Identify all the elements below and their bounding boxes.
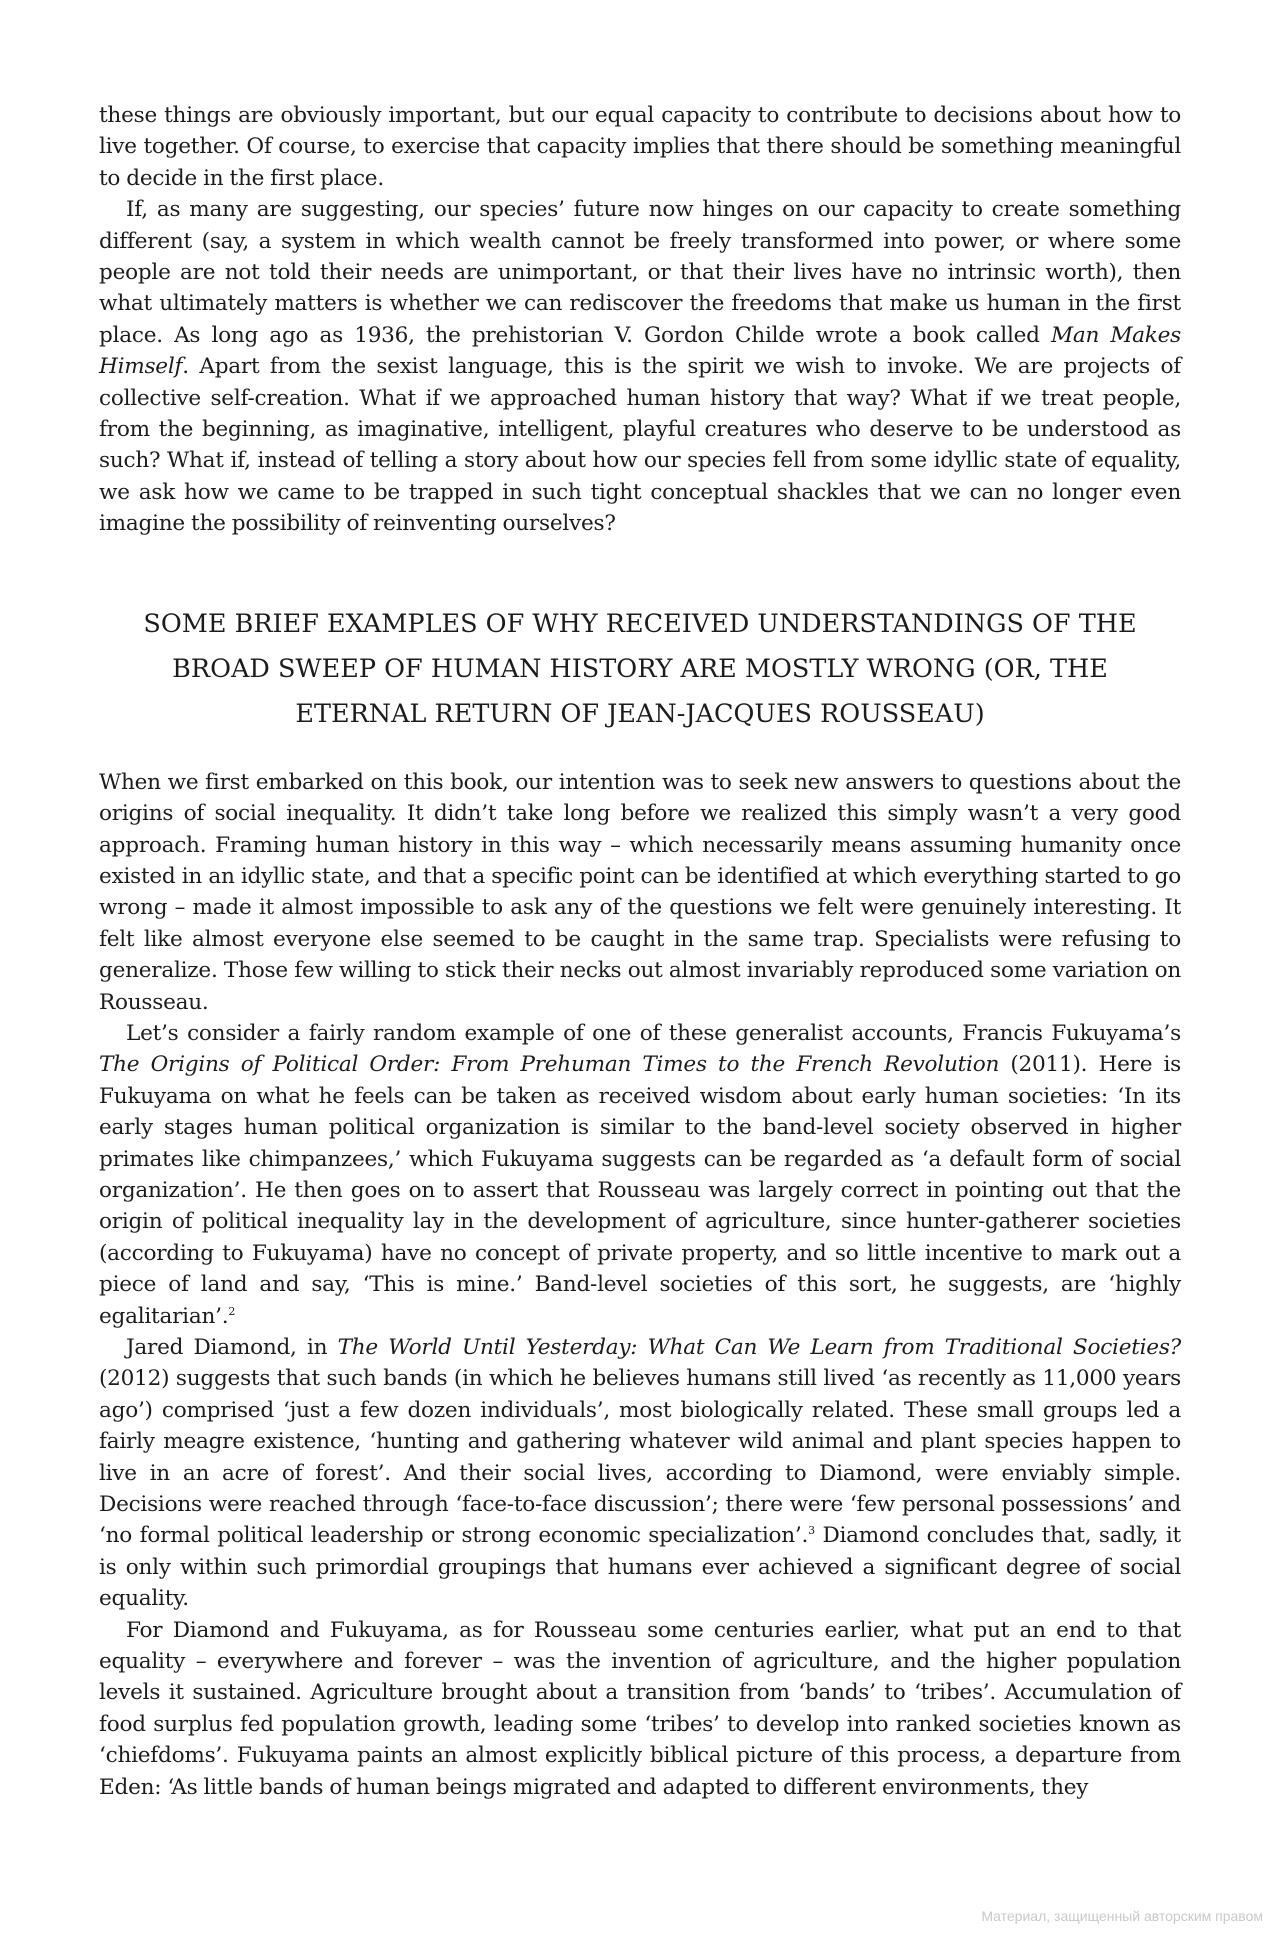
copyright-watermark: Материал, защищенный авторским правом [981,1908,1263,1924]
section-heading-line-1: SOME BRIEF EXAMPLES OF WHY RECEIVED UNDERSTANDINGS OF THE [143,608,1137,639]
paragraph-text: Diamond concludes that, sadly, it is only within such primordial groupings that humans ever achieved a significant degree of social equality. [99,1523,1181,1612]
paragraph-text: . Apart from the sexist language, this is the spirit we wish to invoke. We are projects of collective self-creation. What if we approached human history that way? What if we treat people, from the beginning, as imaginative, intelligent, playful creatures who deserve to be understood as such? What if, instead of telling a story about how our species fell from some idyllic state of equality, we ask how we came to be trapped in such tight conceptual shackles that we can no longer even imagine the possibility of reinventing ourselves? [99,354,1181,537]
paragraph-continued: these things are obviously important, but our equal capacity to contribute to decisions about how to live together. Of course, to exercise that capacity implies that there should be something meaningful to decide in the first place. [99,103,1181,191]
paragraph-text: Jared Diamond, in [126,1335,338,1360]
section-heading-line-3: ETERNAL RETURN OF JEAN-JACQUES ROUSSEAU) [295,698,985,729]
section-heading-line-2: BROAD SWEEP OF HUMAN HISTORY ARE MOSTLY WRONG (OR, THE [172,653,1108,684]
footnote-marker[interactable]: 3 [808,1524,815,1538]
paragraph-text: (2011). Here is Fukuyama on what he feels can be taken as received wisdom about early human societies: ‘In its early stages human political organization is similar to the band-level society observed in higher primates like chimpanzees,’ which Fukuyama suggests can be regarded as ‘a default form of social organization’. He then goes on to assert that Rousseau was largely correct in pointing out that the origin of political inequality lay in the development of agriculture, since hunter-gatherer societies (according to Fukuyama) have no concept of private property, and so little incentive to mark out a piece of land and say, ‘This is mine.’ Band-level societies of this sort, he suggests, are ‘highly egalitarian’. [99,1052,1181,1329]
paragraph-agriculture: For Diamond and Fukuyama, as for Rousseau some centuries earlier, what put an end to that equality – everywhere and forever – was the invention of agriculture, and the higher population levels it sustained. Agriculture brought about a transition from ‘bands’ to ‘tribes’. Accumulation of food surplus fed population growth, leading some ‘tribes’ to develop into ranked societies known as ‘chiefdoms’. Fukuyama paints an almost explicitly biblical picture of this process, a departure from Eden: ‘As little bands of human beings migrated and adapted to different environments, they [99,1617,1181,1800]
book-title: Man Makes Himself [99,322,1182,380]
paragraph-species-future [99,194,1181,539]
book-title: The Origins of Political Order: From Prehuman Times to the French Revolution [99,1052,1000,1078]
paragraph-text: (2012) suggests that such bands (in which he believes humans still lived ‘as recently as 11,000 years ago’) comprised ‘just a few dozen individuals’, most biologically related. These small groups led a fairly meagre existence, ‘hunting and gathering whatever wild animal and plant species happen to live in an acre of forest’. And their social lives, according to Diamond, were enviably simple. Decisions were reached through ‘face-to-face discussion’; there were ‘few personal possessions’ and ‘no formal political leadership or strong economic specialization’. [99,1366,1181,1549]
footnote-marker[interactable]: 2 [228,1304,236,1318]
section-heading [99,602,1181,737]
book-title: The World Until Yesterday: What Can We Learn from Traditional Societies? [337,1335,1181,1360]
book-page-body [99,100,1181,1803]
paragraph-text: If, as many are suggesting, our species’ future now hinges on our capacity to create something different (say, a system in which wealth cannot be freely transformed into power, or where some people are not told their needs are unimportant, or that their lives have no intrinsic worth), then what ultimately matters is whether we can rediscover the freedoms that make us human in the first place. As long ago as 1936, the prehistorian V. Gordon Childe wrote a book called [99,197,1181,348]
paragraph-text: Let’s consider a fairly random example of one of these generalist accounts, Francis Fukuyama’s [126,1020,1181,1046]
paragraph-diamond [99,1332,1181,1615]
paragraph-fukuyama [99,1018,1181,1332]
paragraph-first-embarked: When we first embarked on this book, our intention was to seek new answers to questions about the origins of social inequality. It didn’t take long before we realized this simply wasn’t a very good approach. Framing human history in this way – which necessarily means assuming humanity once existed in an idyllic state, and that a specific point can be identified at which everything started to go wrong – made it almost impossible to ask any of the questions we felt were genuinely interesting. It felt like almost everyone else seemed to be caught in the same trap. Specialists were refusing to generalize. Those few willing to stick their necks out almost invariably reproduced some variation on Rousseau. [99,769,1181,1015]
